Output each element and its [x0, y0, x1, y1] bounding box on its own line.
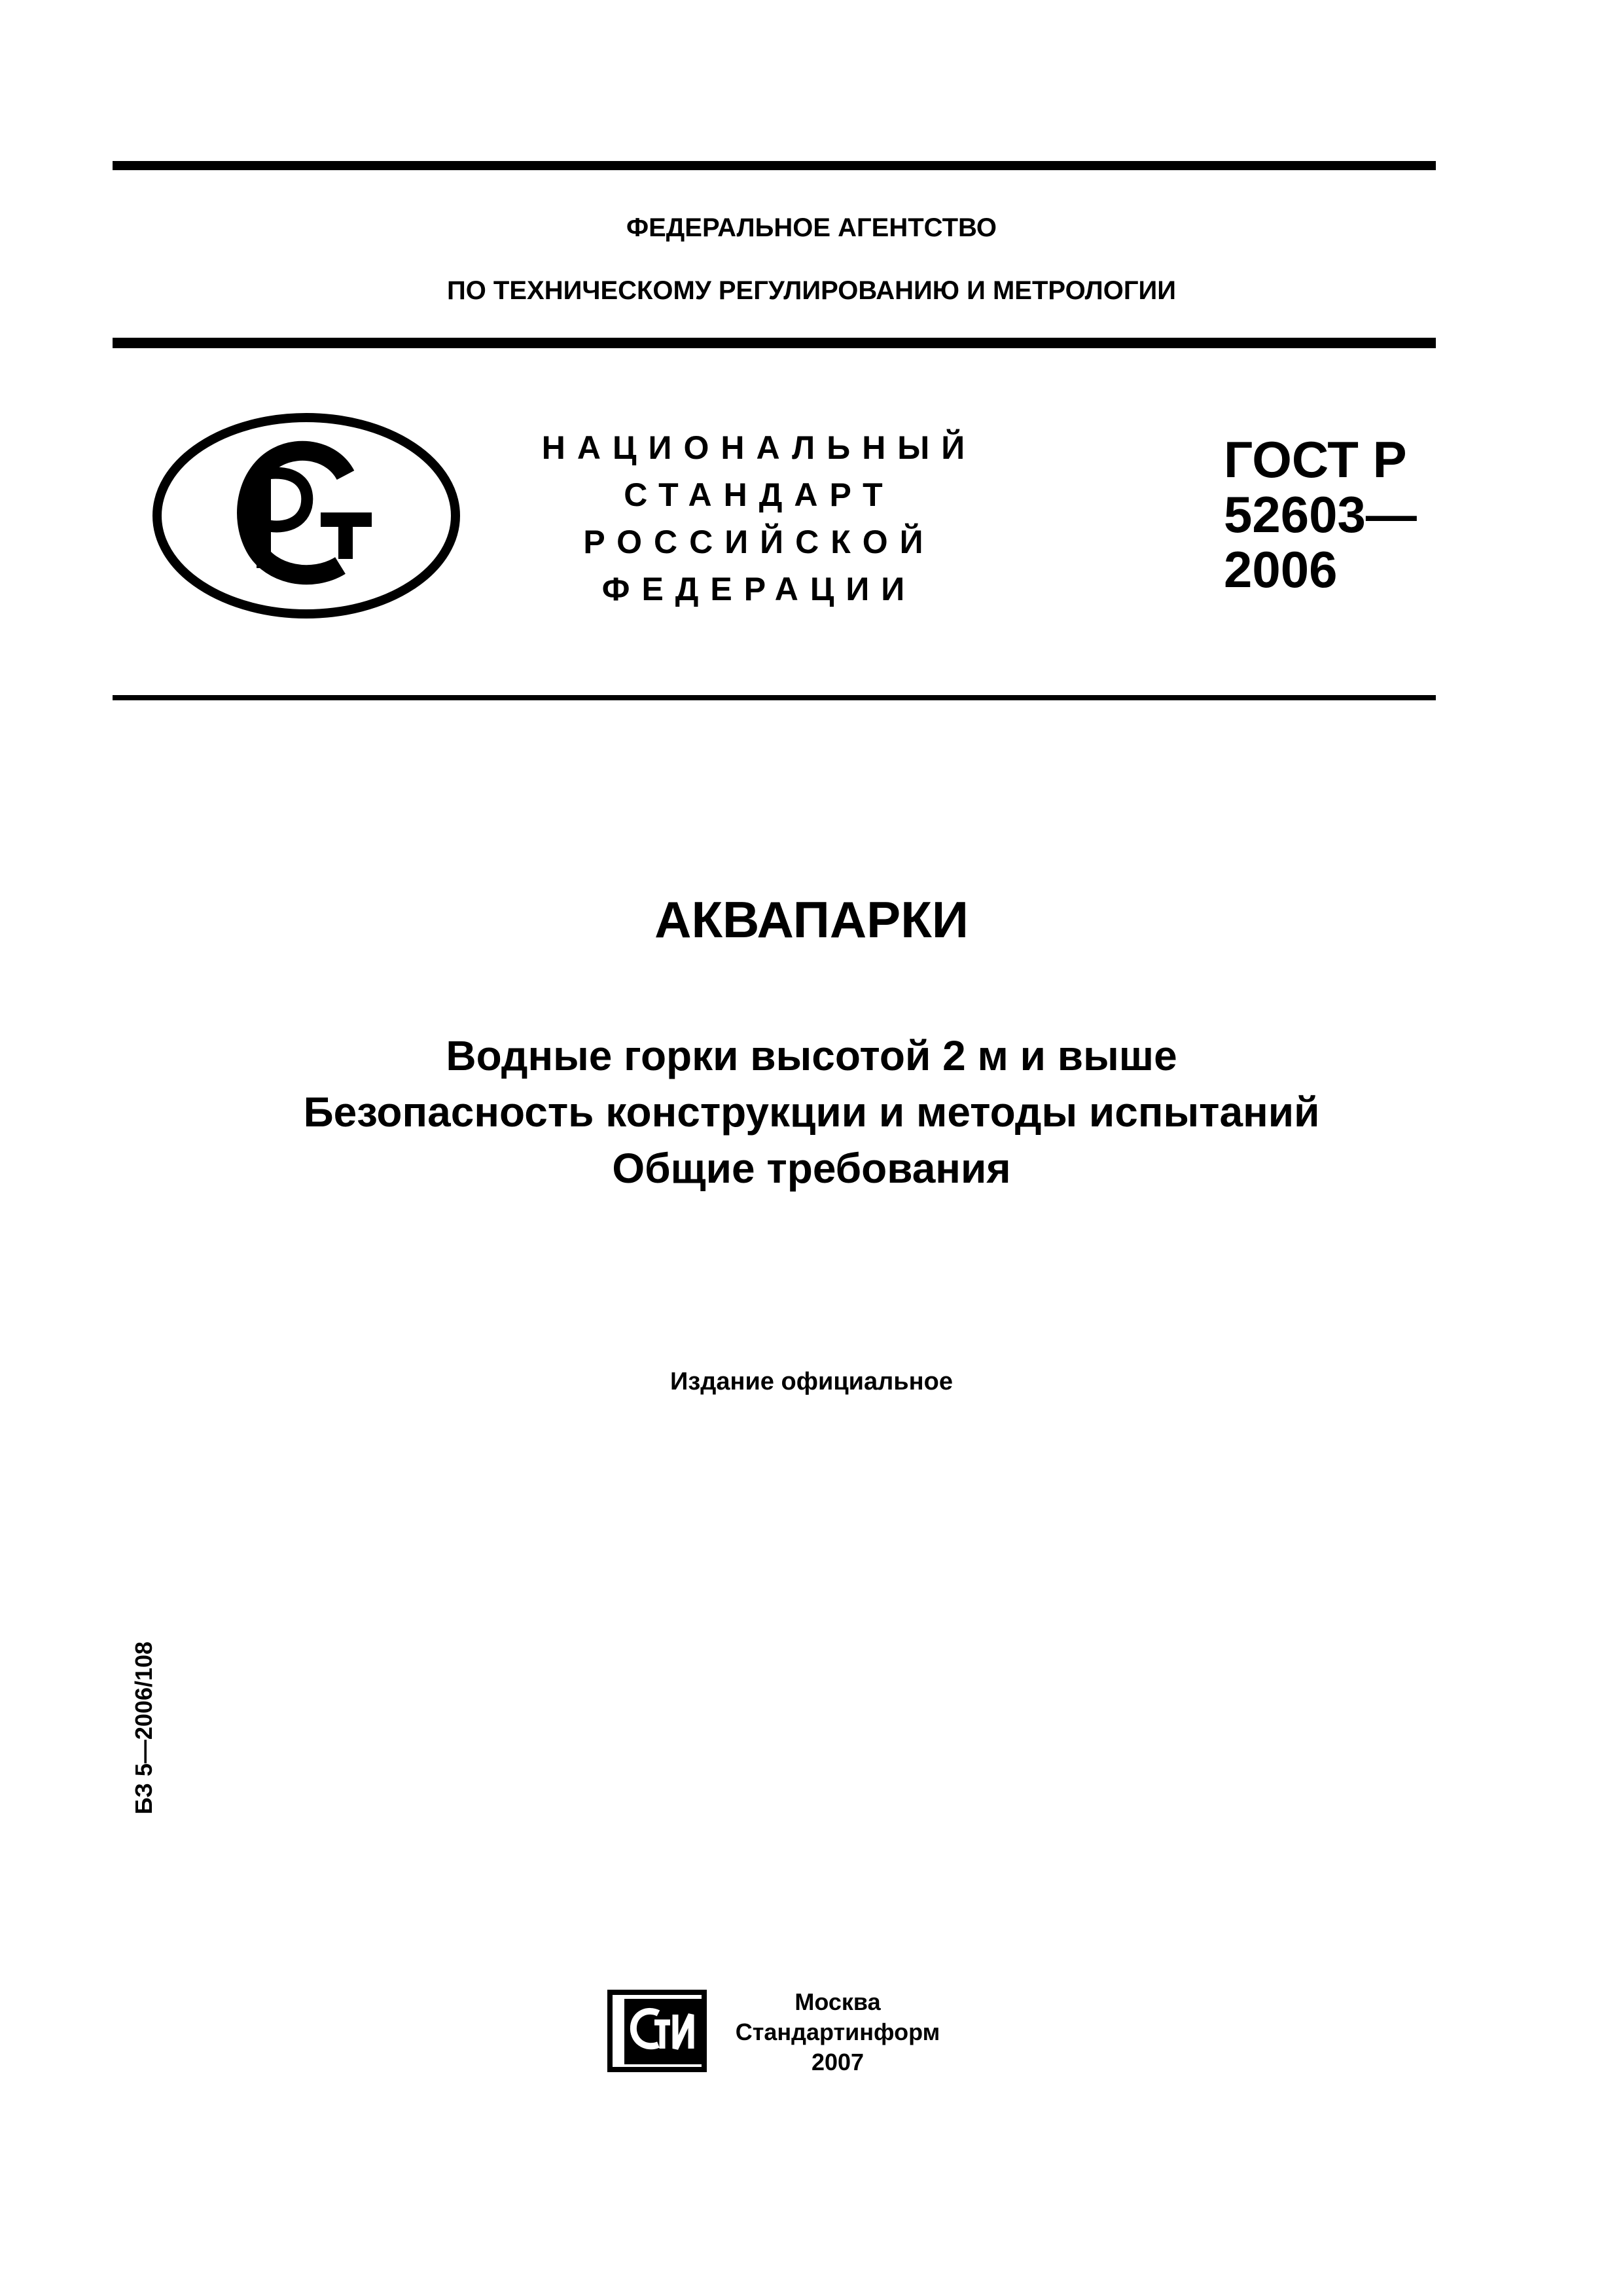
- gost-line-1: ГОСТ Р: [1224, 431, 1407, 488]
- national-line-2: СТАНДАРТ: [624, 476, 895, 513]
- agency-line-2: ПО ТЕХНИЧЕСКОМУ РЕГУЛИРОВАНИЮ И МЕТРОЛОГИИ: [446, 276, 1177, 305]
- subtitle-line-1: Водные горки высотой 2 м и выше: [446, 1032, 1177, 1079]
- subtitle-line-2: Безопасность конструкции и методы испытаний: [303, 1088, 1320, 1136]
- gost-line-3: 2006: [1224, 541, 1338, 598]
- national-standard-label: [524, 424, 995, 613]
- top-rule: [113, 161, 1436, 170]
- standartinform-logo-icon: [607, 1990, 707, 2072]
- standard-block-bottom-rule: [113, 695, 1436, 700]
- gost-line-2: 52603—: [1224, 486, 1417, 543]
- publisher-city: Москва: [794, 1988, 881, 2015]
- header-bottom-rule: [113, 338, 1436, 348]
- publisher-year: 2007: [811, 2049, 865, 2075]
- document-title: АКВАПАРКИ: [654, 891, 969, 948]
- national-line-4: ФЕДЕРАЦИИ: [601, 571, 917, 607]
- national-line-3: РОССИЙСКОЙ: [583, 524, 935, 560]
- gost-number: [1224, 432, 1417, 597]
- document-subtitle: [0, 1028, 1623, 1196]
- subtitle-line-3: Общие требования: [612, 1145, 1011, 1192]
- publisher-info: [733, 1987, 942, 2077]
- national-line-1: НАЦИОНАЛЬНЫЙ: [541, 429, 977, 466]
- side-code: БЗ 5—2006/108: [130, 1641, 157, 1815]
- edition-label: Издание официальное: [670, 1368, 953, 1395]
- rst-logo-icon: [149, 411, 463, 620]
- agency-line-1: ФЕДЕРАЛЬНОЕ АГЕНТСТВО: [626, 213, 997, 242]
- publisher-name: Стандартинформ: [735, 2018, 940, 2045]
